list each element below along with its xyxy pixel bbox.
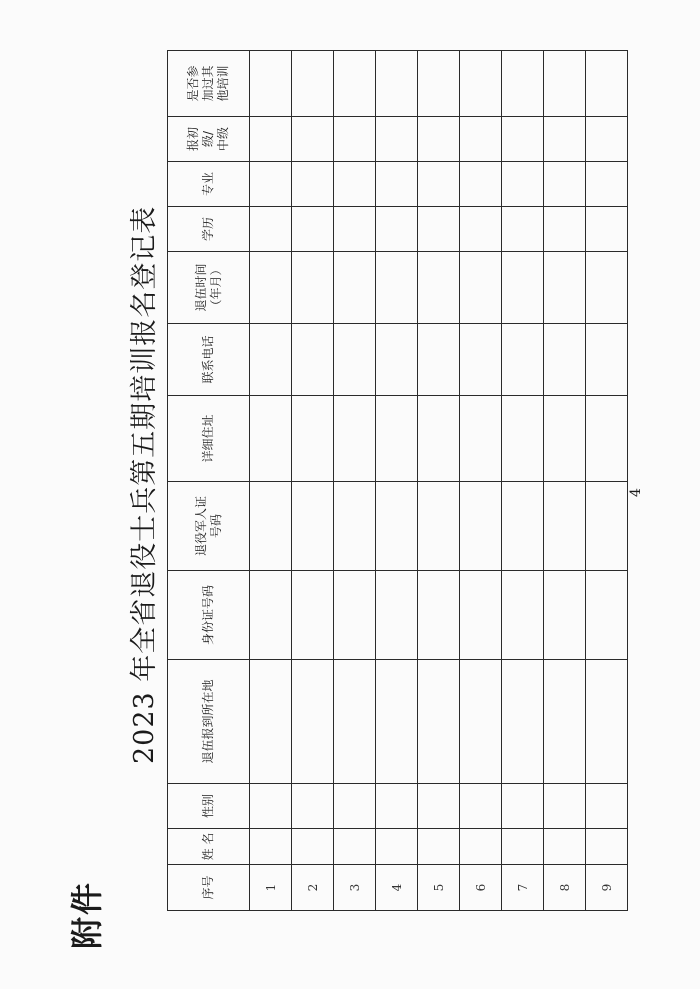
table-cell[interactable] xyxy=(376,252,418,324)
table-cell[interactable] xyxy=(418,162,460,207)
table-cell[interactable] xyxy=(460,252,502,324)
table-cell[interactable] xyxy=(460,396,502,482)
table-cell[interactable] xyxy=(544,396,586,482)
table-cell[interactable] xyxy=(292,252,334,324)
table-row xyxy=(418,51,460,911)
table-cell[interactable] xyxy=(250,252,292,324)
table-cell[interactable] xyxy=(502,784,544,829)
table-cell[interactable] xyxy=(418,51,460,117)
table-cell[interactable] xyxy=(292,571,334,660)
table-row xyxy=(334,51,376,911)
table-cell[interactable] xyxy=(250,162,292,207)
table-cell[interactable] xyxy=(334,571,376,660)
table-cell[interactable] xyxy=(292,396,334,482)
page-number: 4 xyxy=(628,488,644,497)
table-cell[interactable] xyxy=(586,660,628,784)
table-cell[interactable] xyxy=(586,396,628,482)
table-cell[interactable] xyxy=(334,784,376,829)
table-cell[interactable] xyxy=(502,162,544,207)
table-cell[interactable] xyxy=(334,51,376,117)
table-cell[interactable] xyxy=(250,117,292,162)
table-cell[interactable] xyxy=(334,162,376,207)
table-cell[interactable] xyxy=(460,784,502,829)
table-cell[interactable] xyxy=(586,51,628,117)
table-cell[interactable] xyxy=(418,829,460,865)
table-cell[interactable] xyxy=(502,51,544,117)
table-cell[interactable] xyxy=(502,829,544,865)
table-cell[interactable] xyxy=(250,829,292,865)
table-row xyxy=(502,51,544,911)
table-cell[interactable] xyxy=(586,207,628,252)
table-cell[interactable] xyxy=(586,252,628,324)
table-cell[interactable] xyxy=(292,324,334,396)
table-cell[interactable] xyxy=(292,51,334,117)
table-cell[interactable] xyxy=(334,829,376,865)
table-cell[interactable] xyxy=(292,117,334,162)
table-header-row xyxy=(168,51,250,911)
table-cell[interactable] xyxy=(334,207,376,252)
row-index: 4 xyxy=(376,865,418,911)
table-cell[interactable] xyxy=(586,829,628,865)
table-cell[interactable] xyxy=(544,571,586,660)
table-cell[interactable] xyxy=(376,660,418,784)
page-title: 2023 年全省退役士兵第五期培训报名登记表 xyxy=(129,205,160,764)
table-cell[interactable] xyxy=(544,162,586,207)
table-cell[interactable] xyxy=(502,324,544,396)
table-cell[interactable] xyxy=(292,784,334,829)
table-cell[interactable] xyxy=(334,482,376,571)
table-cell[interactable] xyxy=(250,784,292,829)
table-cell[interactable] xyxy=(586,784,628,829)
table-cell[interactable] xyxy=(418,660,460,784)
col-gender: 性别 xyxy=(168,784,250,829)
col-education: 学历 xyxy=(168,207,250,252)
row-index: 2 xyxy=(292,865,334,911)
row-index: 8 xyxy=(544,865,586,911)
table-cell[interactable] xyxy=(460,324,502,396)
table-cell[interactable] xyxy=(334,324,376,396)
table-cell[interactable] xyxy=(334,117,376,162)
table-cell[interactable] xyxy=(460,571,502,660)
table-cell[interactable] xyxy=(334,660,376,784)
table-cell[interactable] xyxy=(376,829,418,865)
table-cell[interactable] xyxy=(418,252,460,324)
col-discharge-location: 退伍报到所在地 xyxy=(168,660,250,784)
table-cell[interactable] xyxy=(460,829,502,865)
table-cell[interactable] xyxy=(544,829,586,865)
table-cell[interactable] xyxy=(418,324,460,396)
table-cell[interactable] xyxy=(250,482,292,571)
table-cell[interactable] xyxy=(292,162,334,207)
table-cell[interactable] xyxy=(376,396,418,482)
table-row xyxy=(460,51,502,911)
table-cell[interactable] xyxy=(544,784,586,829)
table-cell[interactable] xyxy=(544,117,586,162)
col-level: 报初 级/ 中级 xyxy=(168,117,250,162)
row-index: 6 xyxy=(460,865,502,911)
table-cell[interactable] xyxy=(502,207,544,252)
table-cell[interactable] xyxy=(502,396,544,482)
table-row xyxy=(250,51,292,911)
table-cell[interactable] xyxy=(460,162,502,207)
table-cell[interactable] xyxy=(334,396,376,482)
row-index: 7 xyxy=(502,865,544,911)
table-cell[interactable] xyxy=(460,51,502,117)
table-cell[interactable] xyxy=(376,571,418,660)
table-row xyxy=(376,51,418,911)
table-cell[interactable] xyxy=(376,482,418,571)
table-cell[interactable] xyxy=(586,162,628,207)
row-index: 3 xyxy=(334,865,376,911)
table-cell[interactable] xyxy=(544,660,586,784)
table-cell[interactable] xyxy=(292,482,334,571)
table-cell[interactable] xyxy=(502,482,544,571)
table-cell[interactable] xyxy=(586,571,628,660)
table-cell[interactable] xyxy=(418,784,460,829)
table-cell[interactable] xyxy=(376,117,418,162)
table-cell[interactable] xyxy=(544,252,586,324)
table-cell[interactable] xyxy=(334,252,376,324)
col-phone: 联系电话 xyxy=(168,324,250,396)
table-cell[interactable] xyxy=(460,117,502,162)
table-cell[interactable] xyxy=(544,324,586,396)
table-cell[interactable] xyxy=(502,252,544,324)
table-cell[interactable] xyxy=(250,571,292,660)
table-row xyxy=(586,51,628,911)
row-index: 5 xyxy=(418,865,460,911)
col-address: 详细住址 xyxy=(168,396,250,482)
table-cell[interactable] xyxy=(376,207,418,252)
col-discharge-date: 退伍时间 （年月） xyxy=(168,252,250,324)
table-cell[interactable] xyxy=(418,571,460,660)
col-other-training: 是否参 加过其 他培训 xyxy=(168,51,250,117)
table-cell[interactable] xyxy=(544,207,586,252)
attachment-label: 附件 xyxy=(68,880,106,949)
col-veteran-id: 退役军人证 号码 xyxy=(168,482,250,571)
table-cell[interactable] xyxy=(250,396,292,482)
table-cell[interactable] xyxy=(250,660,292,784)
table-cell[interactable] xyxy=(586,482,628,571)
row-index: 1 xyxy=(250,865,292,911)
table-cell[interactable] xyxy=(418,396,460,482)
table-cell[interactable] xyxy=(250,324,292,396)
col-name: 姓 名 xyxy=(168,829,250,865)
table-cell[interactable] xyxy=(292,207,334,252)
registration-table xyxy=(167,50,628,911)
row-index: 9 xyxy=(586,865,628,911)
table-cell[interactable] xyxy=(250,207,292,252)
table-cell[interactable] xyxy=(460,482,502,571)
table-cell[interactable] xyxy=(502,660,544,784)
table-row xyxy=(292,51,334,911)
table-cell[interactable] xyxy=(586,117,628,162)
col-index: 序号 xyxy=(168,865,250,911)
table-cell[interactable] xyxy=(292,829,334,865)
table-cell[interactable] xyxy=(250,51,292,117)
col-major: 专业 xyxy=(168,162,250,207)
table-cell[interactable] xyxy=(418,117,460,162)
table-cell[interactable] xyxy=(418,482,460,571)
table-cell[interactable] xyxy=(502,571,544,660)
table-cell[interactable] xyxy=(586,324,628,396)
table-cell[interactable] xyxy=(376,51,418,117)
table-cell[interactable] xyxy=(376,324,418,396)
table-cell[interactable] xyxy=(544,482,586,571)
table-cell[interactable] xyxy=(502,117,544,162)
table-cell[interactable] xyxy=(544,51,586,117)
table-cell[interactable] xyxy=(460,207,502,252)
table-cell[interactable] xyxy=(460,660,502,784)
table-cell[interactable] xyxy=(418,207,460,252)
table-cell[interactable] xyxy=(376,784,418,829)
table-cell[interactable] xyxy=(292,660,334,784)
table-row xyxy=(544,51,586,911)
table-cell[interactable] xyxy=(376,162,418,207)
col-id-number: 身份证号码 xyxy=(168,571,250,660)
